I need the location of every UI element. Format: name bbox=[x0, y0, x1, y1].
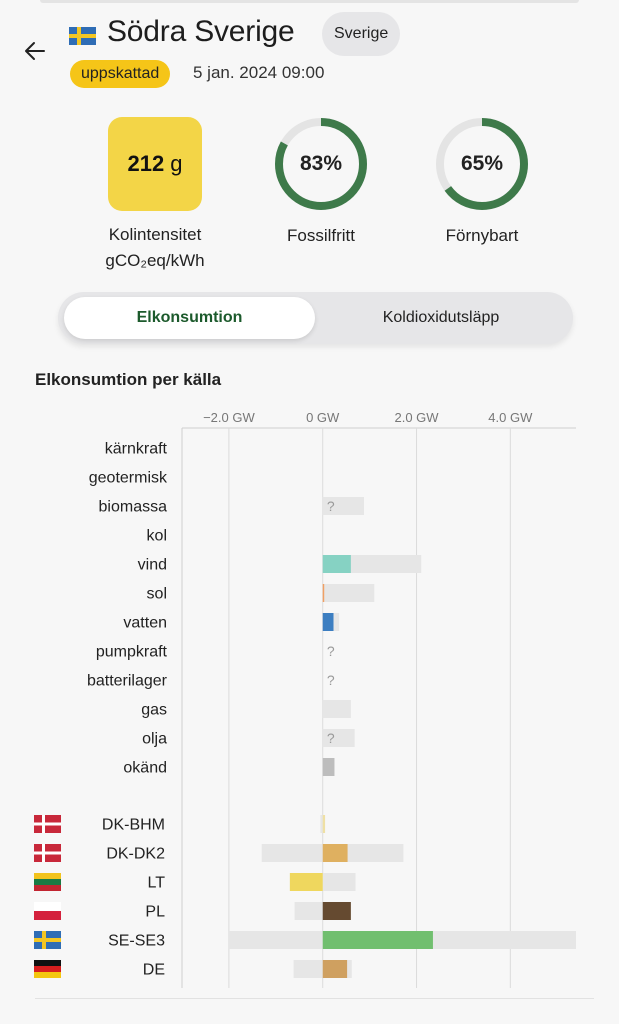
carbon-intensity-unit: g bbox=[170, 151, 183, 176]
x-tick-label: 4.0 GW bbox=[488, 410, 533, 425]
exchange-label: PL bbox=[145, 903, 165, 921]
footer-divider bbox=[35, 998, 594, 999]
toggle-consumption[interactable]: Elkonsumtion bbox=[64, 297, 315, 339]
unknown-marker: ? bbox=[326, 730, 335, 746]
production-bar bbox=[323, 555, 351, 573]
timestamp: 5 jan. 2024 09:00 bbox=[193, 63, 325, 82]
exchange-flow-bar bbox=[323, 815, 325, 833]
fossil-free-label: Fossilfritt bbox=[287, 226, 355, 245]
renewable-label: Förnybart bbox=[445, 226, 519, 245]
source-label: batterilager bbox=[86, 672, 167, 690]
source-label: biomassa bbox=[98, 498, 167, 516]
capacity-bar bbox=[323, 584, 375, 602]
unknown-marker: ? bbox=[326, 672, 335, 688]
consumption-chart bbox=[0, 400, 619, 1000]
flag-cross bbox=[34, 938, 61, 942]
exchange-flow-bar bbox=[290, 873, 323, 891]
flag-stripe bbox=[34, 966, 61, 972]
unknown-marker: ? bbox=[326, 498, 335, 514]
exchange-label: SE-SE3 bbox=[108, 932, 165, 950]
section-title: Elkonsumtion per källa bbox=[35, 370, 222, 389]
germany-flag-icon bbox=[34, 960, 61, 966]
carbon-intensity-value: 212 bbox=[127, 151, 165, 176]
x-tick-label: 0 GW bbox=[306, 410, 340, 425]
flag-stripe bbox=[34, 879, 61, 885]
x-tick-label: −2.0 GW bbox=[203, 410, 255, 425]
back-arrow-icon[interactable] bbox=[22, 38, 48, 64]
carbon-intensity-box bbox=[108, 117, 202, 211]
source-label: okänd bbox=[123, 759, 167, 777]
renewable-value: 65% bbox=[460, 152, 504, 175]
carbon-intensity-label: Kolintensitet gCO₂eq/kWh bbox=[105, 225, 205, 270]
lithuania-flag-icon bbox=[34, 873, 61, 879]
source-label: pumpkraft bbox=[95, 643, 167, 661]
source-label: kol bbox=[146, 527, 167, 545]
exchange-flow-bar bbox=[323, 844, 348, 862]
exchange-label: DK-DK2 bbox=[106, 845, 165, 863]
source-label: gas bbox=[141, 701, 167, 719]
production-bar bbox=[323, 584, 325, 602]
top-edge bbox=[40, 0, 579, 3]
exchange-flow-bar bbox=[323, 931, 433, 949]
poland-flag-icon bbox=[34, 902, 61, 911]
fossil-free-value: 83% bbox=[299, 152, 343, 175]
exchange-label: LT bbox=[147, 874, 165, 892]
x-tick-label: 2.0 GW bbox=[394, 410, 439, 425]
flag-stripe bbox=[34, 885, 61, 891]
capacity-bar bbox=[323, 700, 351, 718]
source-label: kärnkraft bbox=[104, 440, 167, 458]
toggle-emissions[interactable]: Koldioxidutsläpp bbox=[382, 309, 500, 326]
source-label: vind bbox=[137, 556, 167, 574]
estimated-badge: uppskattad bbox=[70, 60, 170, 88]
exchange-flow-bar bbox=[323, 902, 351, 920]
production-bar bbox=[323, 758, 335, 776]
flag-cross bbox=[34, 823, 61, 826]
flag-stripe bbox=[34, 972, 61, 978]
country-chip[interactable]: Sverige bbox=[322, 12, 400, 56]
source-label: vatten bbox=[123, 614, 167, 632]
flag-stripe bbox=[34, 911, 61, 920]
production-bar bbox=[323, 613, 334, 631]
flag-cross bbox=[34, 852, 61, 855]
unknown-marker: ? bbox=[326, 643, 335, 659]
sweden-flag-icon bbox=[69, 27, 96, 45]
source-label: sol bbox=[146, 585, 167, 603]
zone-title: Södra Sverige bbox=[107, 15, 295, 48]
exchange-label: DK-BHM bbox=[101, 816, 165, 834]
source-label: olja bbox=[142, 730, 167, 748]
view-toggle bbox=[58, 292, 573, 344]
exchange-flow-bar bbox=[323, 960, 347, 978]
source-label: geotermisk bbox=[88, 469, 167, 487]
exchange-label: DE bbox=[142, 961, 165, 979]
